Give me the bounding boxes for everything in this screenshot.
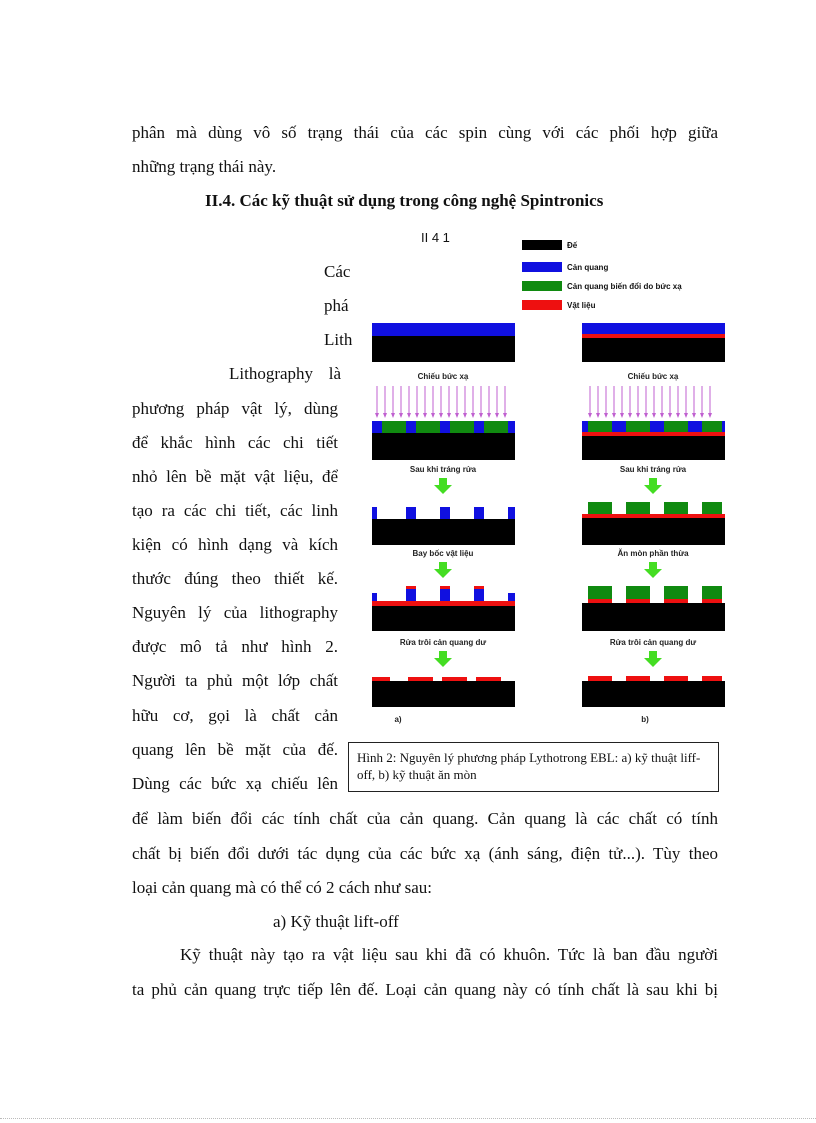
a-arrow-3 [434,651,452,667]
b-arrow-1 [644,478,662,494]
left-line-7: nhỏ lên bề mặt vật liệu, để [132,467,338,486]
b3-resist-blocks [588,502,722,514]
left-line-11: Nguyên lý của lithography [132,603,338,622]
b4-substrate [582,603,725,631]
legend-label-substrate: Đế [567,241,578,250]
b2-substrate [582,436,725,460]
b4-material [588,599,722,603]
left-line-6: để khắc hình các chi tiết [132,433,338,452]
b3-substrate [582,518,725,545]
b-tag: b) [641,715,649,724]
b2-radiation-arrows [588,386,712,418]
a-step-label-2: Sau khi tráng rửa [409,465,477,474]
lithography-figure [345,228,725,733]
a3-resist-posts [372,507,515,519]
section-heading: II.4. Các kỹ thuật sử dụng trong công nghệ Spintronics [205,191,604,210]
b-arrow-2 [644,562,662,578]
a1-substrate [372,336,515,362]
b5-material [588,676,722,681]
body-line-1: phân mà dùng vô số trạng thái của các spin cùng với các phối hợp giữa [132,123,718,142]
a-arrow-1 [434,478,452,494]
left-line-12: được mô tả như hình 2. [132,637,338,656]
a5-material [372,677,501,681]
figure-caption: Hình 2: Nguyên lý phương pháp Lythotrong EBL: a) kỹ thuật liff-off, b) kỹ thuật ăn mòn [348,742,719,792]
a1-resist [372,323,515,336]
subheading-lift-off: a) Kỹ thuật lift-off [273,912,399,931]
a-arrow-2 [434,562,452,578]
left-line-9: kiện có hình dạng và kích [132,535,338,554]
legend-label-exposed-resist: Cản quang biến đổi do bức xạ [567,282,682,291]
a-step-label-4: Rửa trôi cản quang dư [399,638,487,647]
bottom-line-5: Kỹ thuật này tạo ra vật liệu sau khi đã có khuôn. Tức là ban đầu người [180,945,718,964]
b-step-label-1: Chiếu bức xạ [627,372,679,381]
left-line-15: quang lên bề mặt của đế. [132,740,338,759]
left-line-5: phương pháp vật lý, dùng [132,399,338,418]
left-line-1: Các [324,262,351,281]
bottom-line-2: chất bị biến đổi dưới tác dụng của các bức xạ (ánh sáng, điện tử...). Tùy theo [132,844,718,863]
left-line-14: hữu cơ, gọi là chất cản [132,706,338,725]
bottom-line-3: loại cản quang mà có thể có 2 cách như sau: [132,878,432,897]
left-line-8: tạo ra các chi tiết, các linh [132,501,338,520]
body-line-2: những trạng thái này. [132,157,277,176]
left-line-16: Dùng các bức xạ chiếu lên [132,774,338,793]
left-line-10: thước đúng theo thiết kế. [132,569,338,588]
b4-resist-blocks [588,586,722,599]
b1-substrate [582,338,725,362]
b-step-label-3: Ăn mòn phần thừa [617,549,689,558]
a4-resist-posts [372,588,515,603]
a-tag: a) [394,715,402,724]
b5-substrate [582,681,725,707]
bottom-line-6: ta phủ cản quang trực tiếp lên đế. Loại cản quang này có tính chất là sau khi bị [132,980,718,999]
legend-label-material: Vật liệu [567,301,596,310]
a2-substrate [372,433,515,460]
figure-title: II 4 1 [421,230,450,245]
b3-material [582,514,725,518]
a-step-label-3: Bay bốc vật liệu [412,549,474,558]
a4-substrate [372,606,515,631]
a2-radiation-arrows [375,386,507,418]
b1-material [582,334,725,338]
process-diagram [345,228,725,733]
legend-label-resist: Cản quang [567,263,609,272]
left-line-4: Lithography là [229,364,341,383]
a3-substrate [372,519,515,545]
left-line-2: phá [324,296,349,315]
a-step-label-1: Chiếu bức xạ [417,372,469,381]
b1-resist [582,323,725,334]
a5-substrate [372,681,515,707]
left-line-3: Lith [324,330,353,349]
b-step-label-4: Rửa trôi cản quang dư [609,638,697,647]
bottom-line-1: để làm biến đổi các tính chất của cản quang. Cản quang là các chất có tính [132,809,718,828]
b-arrow-3 [644,651,662,667]
left-line-13: Người ta phủ một lớp chất [132,671,338,690]
b-step-label-2: Sau khi tráng rửa [619,465,687,474]
b2-material [582,432,725,436]
page-bottom-border [0,1118,816,1119]
